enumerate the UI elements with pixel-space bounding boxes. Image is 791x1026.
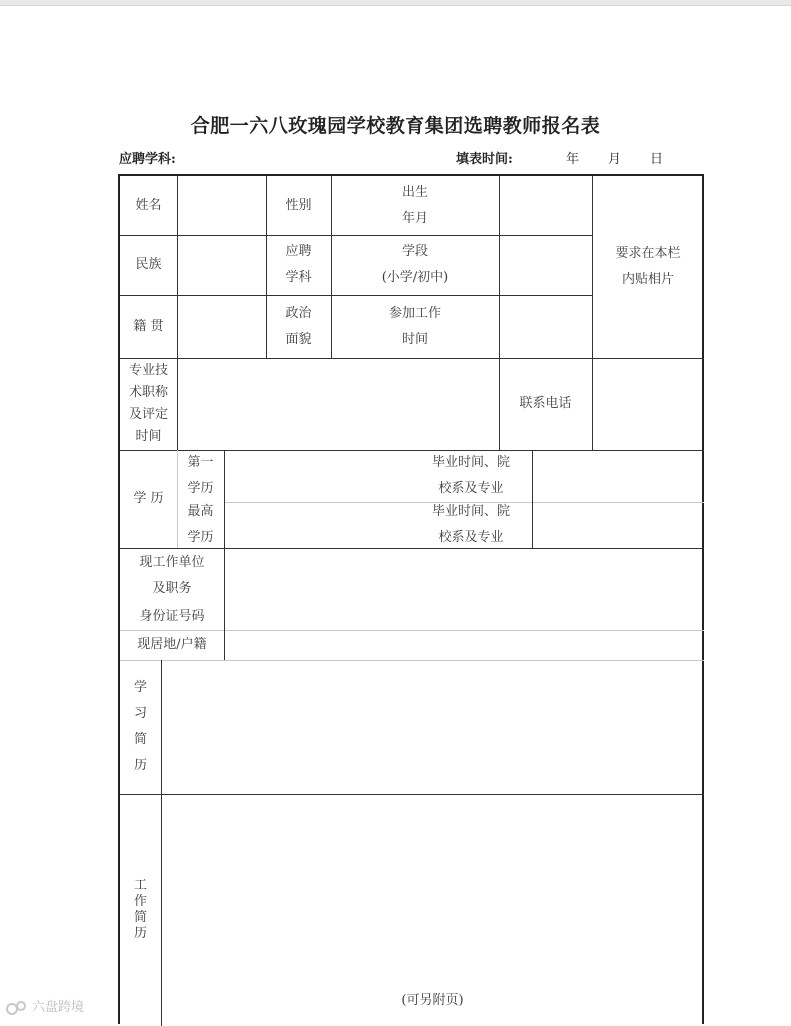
school-stage-label: 学段 (小学/初中) — [381, 244, 449, 285]
phone-label: 联系电话 — [519, 396, 572, 411]
professional-title-label: 专业技 术职称 及评定 时间 — [128, 363, 168, 444]
study-resume-label: 学 习 简 历 — [133, 680, 147, 773]
gender-label: 性别 — [285, 197, 312, 213]
registration-form — [118, 174, 704, 1024]
highest-degree-label: 最高 学历 — [187, 504, 214, 545]
watermark-text: 六盘跨境 — [32, 1000, 85, 1015]
native-place-label: 籍 贯 — [133, 318, 164, 334]
phone-field[interactable] — [592, 358, 704, 450]
work-resume-label: 工 作 简 历 — [133, 878, 147, 941]
month-label: 月 — [608, 152, 622, 167]
first-degree-label: 第一 学历 — [187, 455, 214, 496]
photo-area: 要求在本栏 内贴相片 — [615, 246, 681, 287]
ethnicity-label: 民族 — [135, 257, 162, 272]
study-resume-field[interactable] — [161, 660, 704, 794]
date-fields — [566, 148, 692, 167]
highest-graduation-label: 毕业时间、院 校系及专业 — [431, 504, 510, 545]
work-resume-field[interactable] — [161, 794, 704, 999]
attach-note: (可另附页) — [401, 993, 464, 1008]
watermark-logo-icon — [6, 1000, 28, 1016]
first-graduation-label: 毕业时间、院 校系及专业 — [431, 455, 510, 496]
birth-label: 出生 年月 — [401, 184, 428, 226]
year-label: 年 — [566, 152, 580, 167]
fill-time-label: 填表时间: — [456, 152, 513, 167]
birth-field[interactable] — [499, 176, 592, 235]
employer-label: 现工作单位 及职务 — [139, 555, 205, 596]
page-title: 合肥一六八玫瑰园学校教育集团选聘教师报名表 — [190, 115, 601, 137]
subject-label: 应聘学科: — [119, 152, 176, 167]
education-label: 学 历 — [133, 491, 164, 506]
watermark — [6, 996, 84, 1016]
political-status-label: 政治 面貌 — [285, 305, 312, 347]
work-start-label: 参加工作 时间 — [388, 305, 441, 347]
id-number-label: 身份证号码 — [139, 609, 205, 624]
day-label: 日 — [650, 152, 664, 167]
browser-top-bar — [0, 0, 791, 6]
name-label: 姓名 — [135, 197, 162, 213]
residence-label: 现居地/户籍 — [137, 637, 207, 652]
applied-subject-label: 应聘 学科 — [285, 244, 312, 285]
name-field[interactable] — [177, 176, 266, 235]
